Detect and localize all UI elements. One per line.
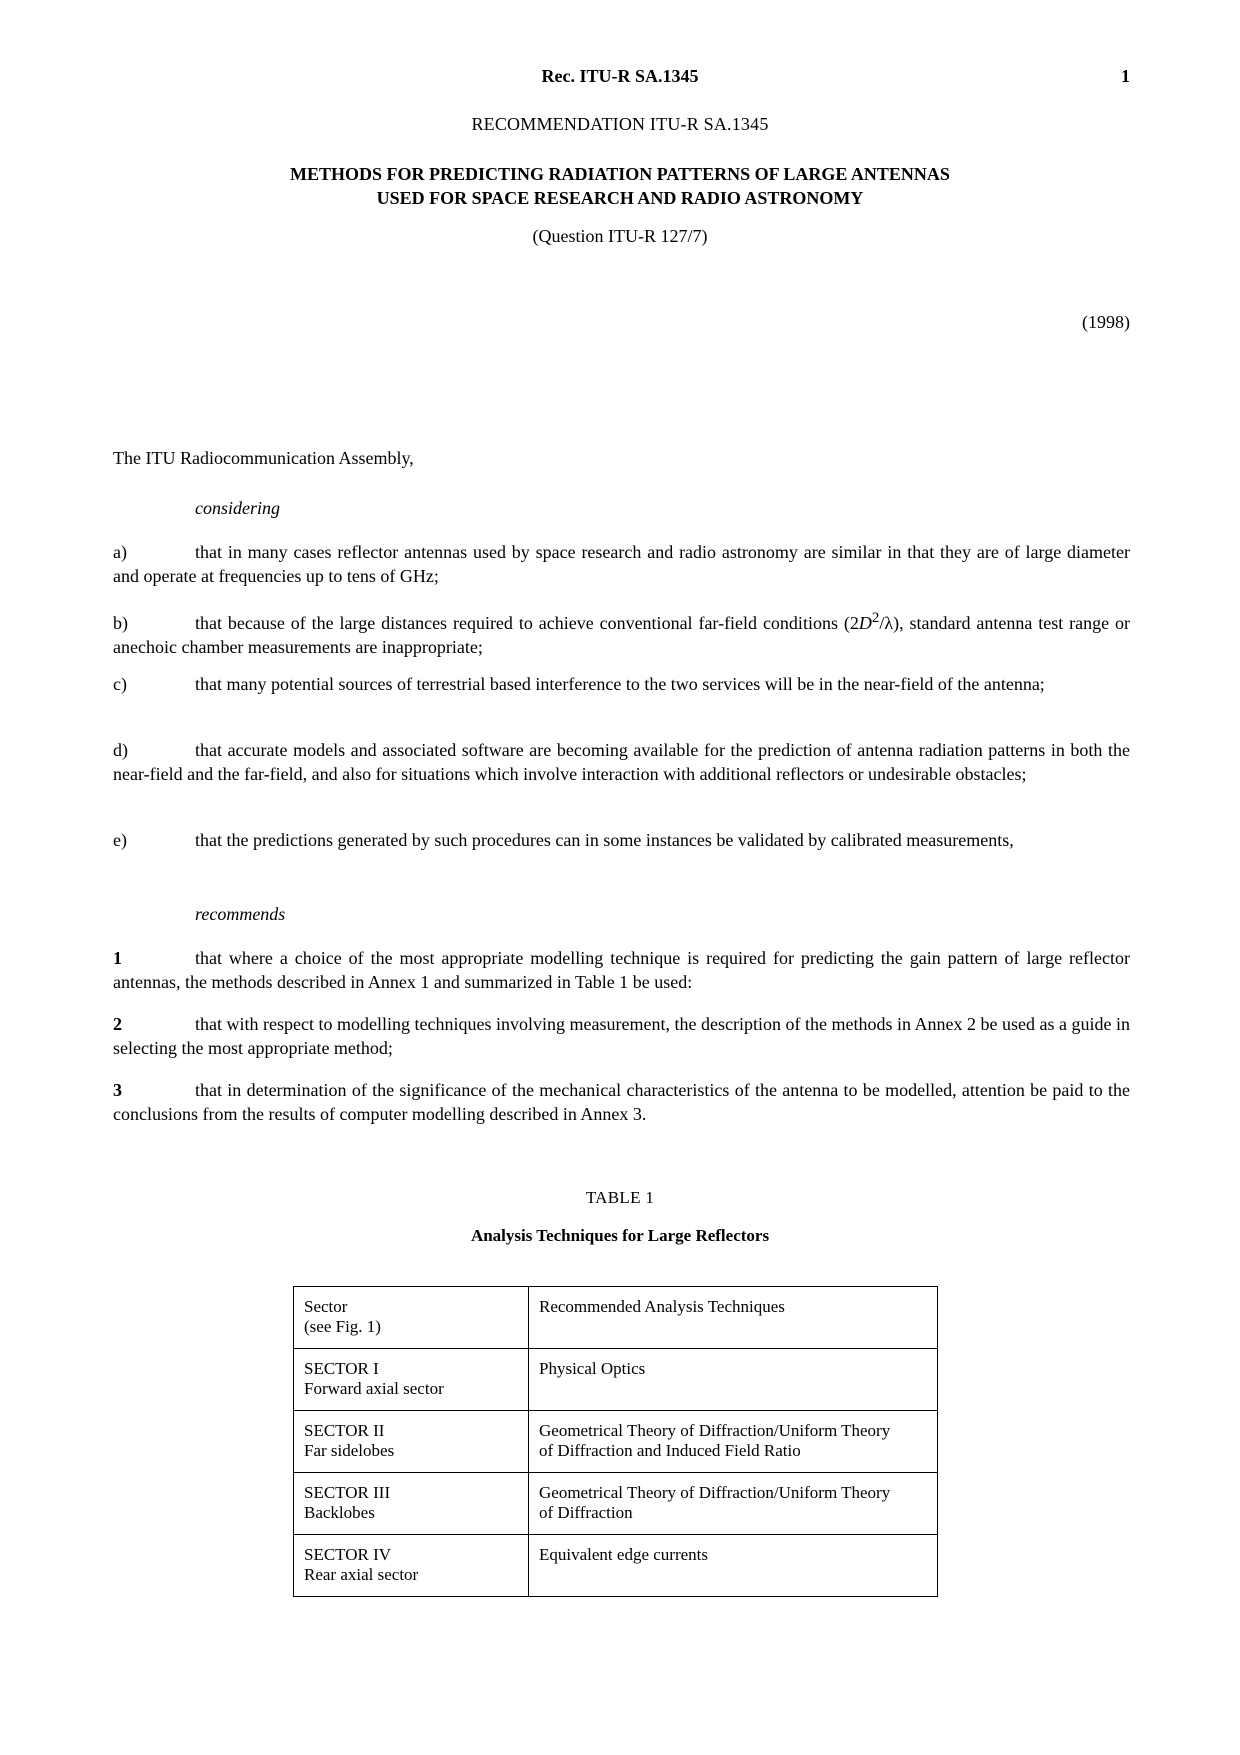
technique-line-2: of Diffraction and Induced Field Ratio — [539, 1441, 801, 1460]
item-text: that where a choice of the most appropriate modelling technique is required for predicting the gain pattern of large reflector antennas, the methods described in Annex 1 and summarized in Table 1 be used: — [113, 948, 1130, 992]
sector-description: Forward axial sector — [304, 1379, 444, 1398]
considering-paragraph-b — [113, 606, 1130, 659]
sector-name: SECTOR III — [304, 1483, 391, 1502]
technique-cell — [529, 1473, 938, 1535]
title-line-2: USED FOR SPACE RESEARCH AND RADIO ASTRONOMY — [376, 188, 864, 208]
header-sector-note: (see Fig. 1) — [304, 1317, 381, 1336]
question-reference: (Question ITU-R 127/7) — [532, 226, 708, 246]
considering-paragraph-d — [113, 738, 1130, 786]
paragraph-text-before: that because of the large distances required to achieve conventional far-field conditions (2 — [195, 613, 859, 633]
considering-paragraph-e — [113, 828, 1130, 852]
considering-paragraph-c — [113, 672, 1130, 696]
analysis-techniques-table — [293, 1286, 938, 1597]
item-text: that with respect to modelling techniques involving measurement, the description of the methods in Annex 2 be used as a guide in selecting the most appropriate method; — [113, 1014, 1130, 1058]
header-techniques-label: Recommended Analysis Techniques — [539, 1297, 785, 1316]
paragraph-label: a) — [113, 542, 127, 562]
sector-description: Backlobes — [304, 1503, 375, 1522]
paragraph-label: e) — [113, 830, 127, 850]
paragraph-text: that many potential sources of terrestrial based interference to the two services will be in the near-field of the antenna; — [195, 674, 1045, 694]
technique-line-1: Geometrical Theory of Diffraction/Uniform Theory — [539, 1483, 891, 1502]
table-row — [294, 1473, 938, 1535]
table-row — [294, 1411, 938, 1473]
sector-name: SECTOR I — [304, 1359, 379, 1378]
table-header-row — [294, 1287, 938, 1349]
technique-cell — [529, 1535, 938, 1597]
paragraph-text-after: standard antenna test range or anechoic chamber measurements are inappropriate; — [113, 613, 1130, 657]
item-number: 1 — [113, 948, 122, 968]
technique-line-1: Physical Optics — [539, 1359, 646, 1378]
recommends-item-2 — [113, 1012, 1130, 1060]
technique-line-1: Geometrical Theory of Diffraction/Uniform Theory — [539, 1421, 891, 1440]
table-row — [294, 1349, 938, 1411]
year: (1998) — [1082, 312, 1130, 332]
header-cell-sector — [294, 1287, 529, 1349]
considering-heading: considering — [195, 498, 280, 518]
paragraph-text: that accurate models and associated software are becoming available for the prediction of antenna radiation patterns in both the near-field and the far-field, and also for situations which involve interaction with additional reflectors or undesirable obstacles; — [113, 740, 1130, 784]
recommends-item-3 — [113, 1078, 1130, 1126]
sector-cell — [294, 1473, 529, 1535]
sector-description: Rear axial sector — [304, 1565, 419, 1584]
technique-line-2: of Diffraction — [539, 1503, 633, 1522]
technique-cell — [529, 1411, 938, 1473]
item-text: that in determination of the significance of the mechanical characteristics of the antenna to be modelled, attention be paid to the conclusions from the results of computer modelling described in Annex 3. — [113, 1080, 1130, 1124]
sector-name: SECTOR II — [304, 1421, 385, 1440]
table-title: Analysis Techniques for Large Reflectors — [470, 1226, 770, 1245]
item-number: 3 — [113, 1080, 122, 1100]
page-number: 1 — [1121, 66, 1130, 86]
paragraph-label: b) — [113, 613, 128, 633]
considering-paragraph-a — [113, 540, 1130, 588]
header-cell-techniques — [529, 1287, 938, 1349]
paragraph-label: d) — [113, 740, 128, 760]
technique-line-1: Equivalent edge currents — [539, 1545, 708, 1564]
title-line-1: METHODS FOR PREDICTING RADIATION PATTERNS OF LARGE ANTENNAS — [290, 164, 950, 184]
sector-description: Far sidelobes — [304, 1441, 395, 1460]
item-number: 2 — [113, 1014, 122, 1034]
sector-cell — [294, 1411, 529, 1473]
formula-rest: /λ), — [879, 613, 904, 633]
recommends-item-1 — [113, 946, 1130, 994]
header-sector-label: Sector — [304, 1297, 348, 1316]
assembly-intro: The ITU Radiocommunication Assembly, — [113, 448, 414, 468]
paragraph-label: c) — [113, 674, 127, 694]
sector-cell — [294, 1535, 529, 1597]
recommends-heading: recommends — [195, 904, 286, 924]
sector-name: SECTOR IV — [304, 1545, 392, 1564]
document-title — [0, 162, 1240, 210]
paragraph-text: that in many cases reflector antennas used by space research and radio astronomy are similar in that they are of large diameter and operate at frequencies up to tens of GHz; — [113, 542, 1130, 586]
paragraph-text: that the predictions generated by such procedures can in some instances be validated by calibrated measurements, — [195, 830, 1014, 850]
sector-cell — [294, 1349, 529, 1411]
table-row — [294, 1535, 938, 1597]
technique-cell — [529, 1349, 938, 1411]
table-label: TABLE 1 — [585, 1188, 655, 1207]
formula-variable: D — [858, 613, 872, 633]
formula-exponent: 2 — [871, 610, 880, 626]
recommendation-label: RECOMMENDATION ITU-R SA.1345 — [471, 114, 769, 134]
running-header: Rec. ITU-R SA.1345 — [541, 66, 699, 86]
